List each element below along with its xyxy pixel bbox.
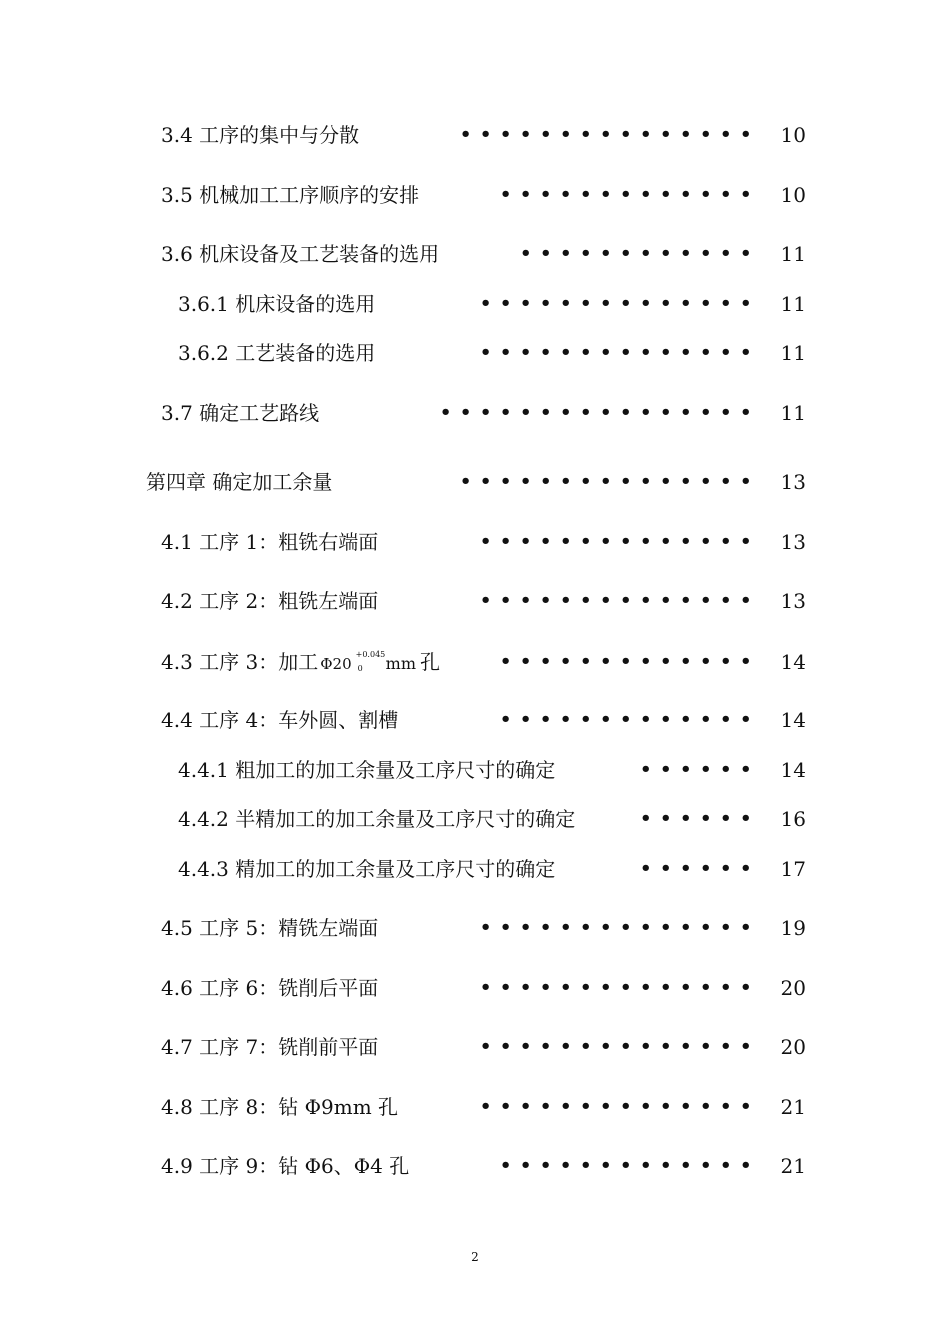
toc-entry-title: 4.4 工序 4：车外圆、割槽 (161, 708, 399, 732)
toc-entry[interactable] (0, 1090, 950, 1124)
toc-leader-dots: •••••••••••••• (479, 590, 760, 611)
toc-entry[interactable] (0, 971, 950, 1005)
toc-page-number: 11 (780, 341, 806, 365)
toc-leader-dots: ••••••••••••• (499, 651, 760, 672)
toc-entry-title: 3.6.2 工艺装备的选用 (178, 341, 376, 365)
toc-entry[interactable] (0, 465, 950, 499)
toc-entry-title: 3.4 工序的集中与分散 (161, 123, 360, 147)
toc-page-number: 20 (780, 976, 806, 1000)
toc-entry[interactable] (0, 802, 950, 836)
toc-page-number: 16 (780, 807, 806, 831)
toc-leader-dots: •••••••••••• (519, 243, 760, 264)
toc-leader-dots: ••••••••••••• (499, 1155, 760, 1176)
toc-entry[interactable] (0, 1030, 950, 1064)
toc-leader-dots: •••••••••••••• (479, 293, 760, 314)
toc-entry[interactable] (0, 525, 950, 559)
toc-page-number: 17 (780, 857, 806, 881)
toc-leader-dots: •••••••••••••• (479, 1096, 760, 1117)
toc-entry-title: 3.7 确定工艺路线 (161, 401, 320, 425)
toc-page-number: 13 (780, 530, 806, 554)
toc-entry[interactable] (0, 703, 950, 737)
toc-entry[interactable] (0, 584, 950, 618)
toc-page-number: 10 (780, 123, 806, 147)
toc-page-number: 20 (780, 1035, 806, 1059)
toc-leader-dots: •••••••••••••• (479, 531, 760, 552)
toc-entry-title: 4.6 工序 6：铣削后平面 (161, 976, 379, 1000)
toc-entry-title: 4.8 工序 8：钻 Φ9mm 孔 (161, 1095, 399, 1119)
toc-page-number: 11 (780, 401, 806, 425)
toc-leader-dots: ••••••••••••• (499, 184, 760, 205)
toc-entry-title-prefix: 4.3 工序 3：加工 (161, 650, 319, 674)
toc-leader-dots: •••••• (639, 759, 760, 780)
toc-page-number: 19 (780, 916, 806, 940)
diameter-formula: Φ20 (320, 655, 352, 673)
toc-leader-dots: •••••••••••••• (479, 977, 760, 998)
toc-page-number: 21 (780, 1095, 806, 1119)
toc-entry-title: 3.6 机床设备及工艺装备的选用 (161, 242, 440, 266)
toc-entry[interactable] (0, 911, 950, 945)
toc-leader-dots: •••••••••••••• (479, 1036, 760, 1057)
toc-entry-title: 4.9 工序 9：钻 Φ6、Φ4 孔 (161, 1154, 410, 1178)
toc-leader-dots: ••••••••••••• (499, 709, 760, 730)
toc-entry[interactable] (0, 645, 950, 679)
toc-entry-title (161, 645, 440, 681)
toc-leader-dots: •••••• (639, 858, 760, 879)
toc-page-number: 14 (780, 708, 806, 732)
toc-leader-dots: ••••••••••••••• (459, 124, 760, 145)
toc-entry-title: 3.6.1 机床设备的选用 (178, 292, 376, 316)
toc-leader-dots: •••••••••••••• (479, 342, 760, 363)
toc-entry-title: 4.5 工序 5：精铣左端面 (161, 916, 379, 940)
toc-entry[interactable] (0, 753, 950, 787)
toc-entry-title-suffix: 孔 (419, 650, 440, 674)
toc-page-number: 10 (780, 183, 806, 207)
toc-entry[interactable] (0, 336, 950, 370)
tolerance-upper: +0.045 (355, 649, 386, 659)
toc-entry[interactable] (0, 287, 950, 321)
toc-entry-title: 4.4.1 粗加工的加工余量及工序尺寸的确定 (178, 758, 556, 782)
toc-page-number: 14 (780, 650, 806, 674)
toc-entry-title: 4.4.2 半精加工的加工余量及工序尺寸的确定 (178, 807, 576, 831)
toc-entry[interactable] (0, 852, 950, 886)
toc-entry[interactable] (0, 1149, 950, 1183)
toc-entry[interactable] (0, 178, 950, 212)
toc-entry[interactable] (0, 396, 950, 430)
tolerance-lower: 0 (357, 663, 363, 673)
toc-page-number: 14 (780, 758, 806, 782)
toc-leader-dots: •••••••••••••••• (439, 402, 760, 423)
toc-page-number: 13 (780, 470, 806, 494)
tolerance (355, 649, 386, 674)
toc-page-number: 11 (780, 292, 806, 316)
toc-entry-title: 3.5 机械加工工序顺序的安排 (161, 183, 420, 207)
toc-page-number: 21 (780, 1154, 806, 1178)
toc-page-number: 13 (780, 589, 806, 613)
toc-page-number: 11 (780, 242, 806, 266)
toc-leader-dots: •••••• (639, 808, 760, 829)
page-number: 2 (471, 1250, 479, 1264)
toc-entry-title: 4.1 工序 1：粗铣右端面 (161, 530, 379, 554)
toc-leader-dots: ••••••••••••••• (459, 471, 760, 492)
toc-entry[interactable] (0, 237, 950, 271)
toc-chapter-title: 第四章 确定加工余量 (146, 470, 333, 494)
toc-leader-dots: •••••••••••••• (479, 917, 760, 938)
toc-entry-title: 4.2 工序 2：粗铣左端面 (161, 589, 379, 613)
toc-entry[interactable] (0, 118, 950, 152)
toc-entry-title: 4.4.3 精加工的加工余量及工序尺寸的确定 (178, 857, 556, 881)
toc-entry-title: 4.7 工序 7：铣削前平面 (161, 1035, 379, 1059)
unit: mm (385, 654, 416, 673)
